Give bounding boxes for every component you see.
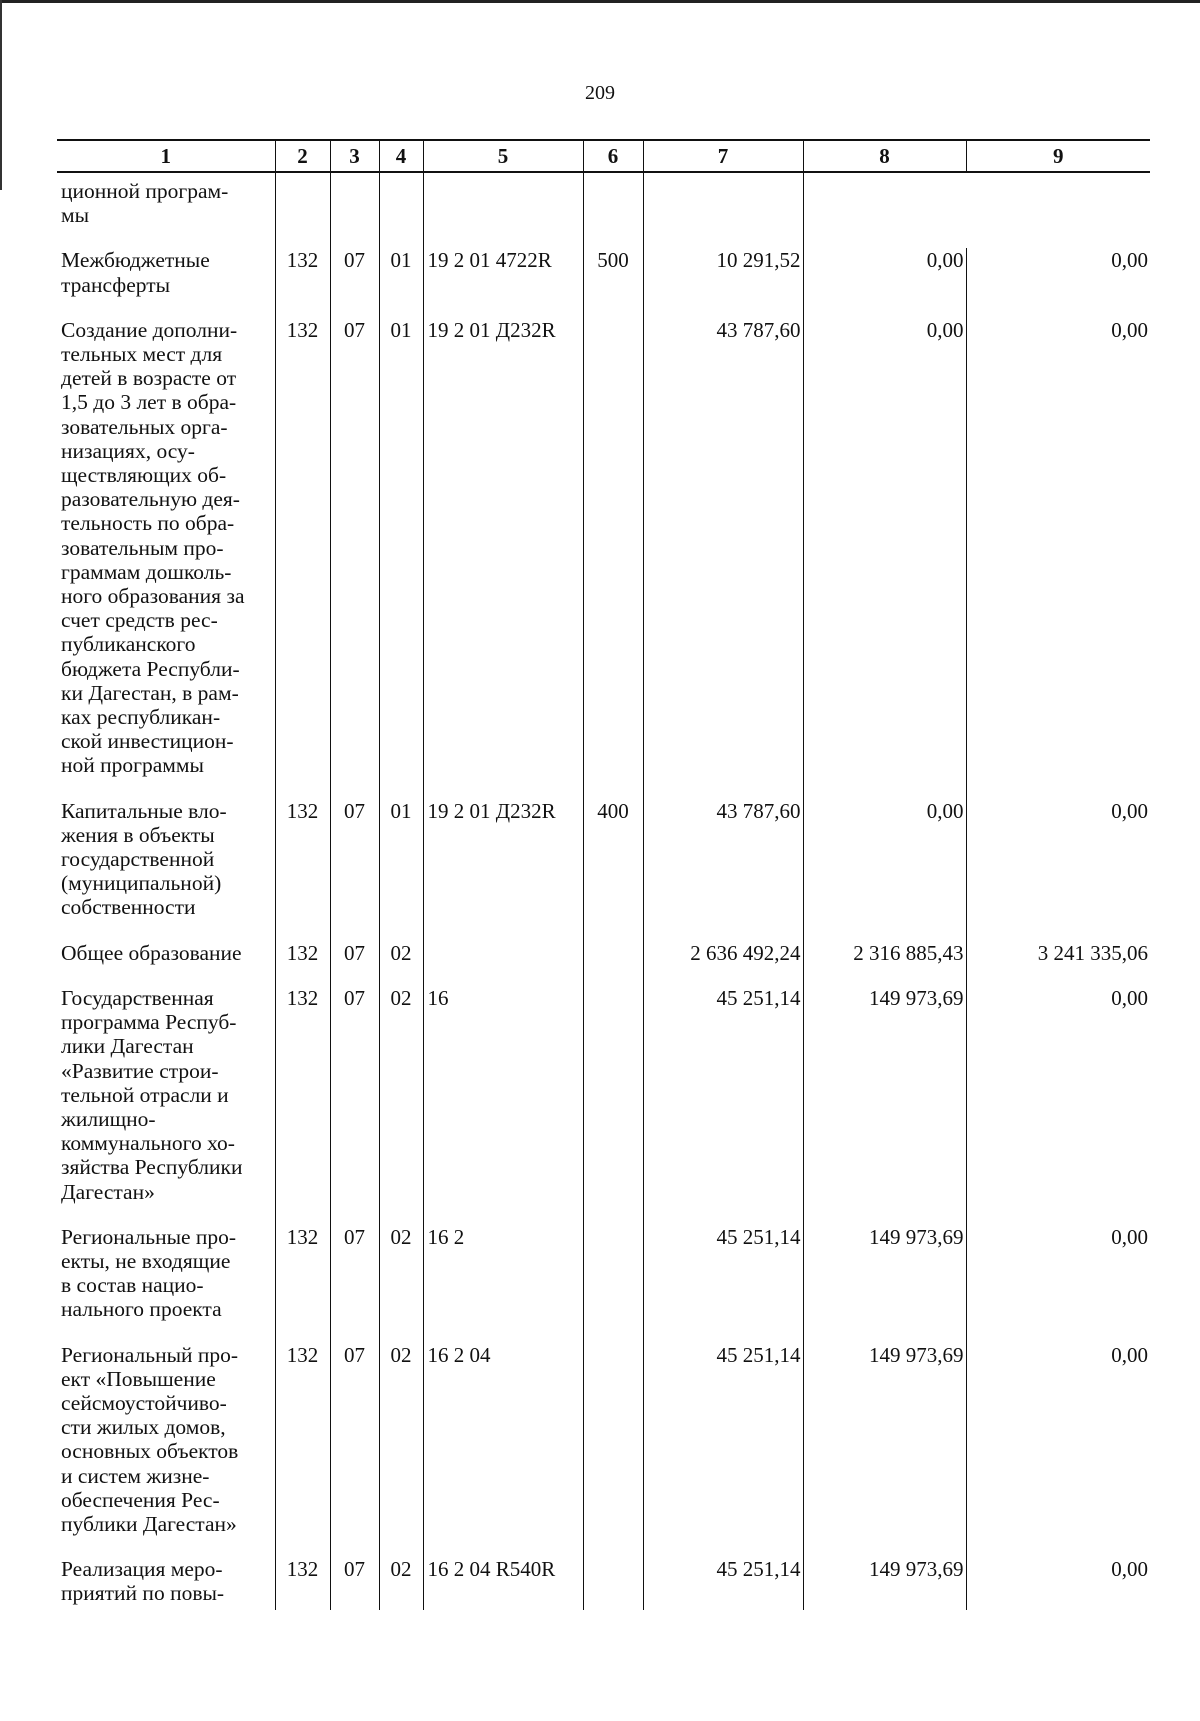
row-section-code: 07 xyxy=(330,986,379,1225)
scan-edge-top xyxy=(0,0,1200,3)
header-col-1: 1 xyxy=(57,140,275,172)
table-row xyxy=(57,941,1150,986)
row-target-article: 16 2 xyxy=(423,1225,583,1343)
row-ministry-code: 132 xyxy=(275,986,330,1225)
table-row xyxy=(57,1557,1150,1609)
header-col-6: 6 xyxy=(583,140,643,172)
header-col-9: 9 xyxy=(966,140,1150,172)
row-description: Реализация меро- приятий по повы- xyxy=(61,1557,225,1606)
row-section-code: 07 xyxy=(330,1225,379,1343)
row-amount-col7: 45 251,14 xyxy=(643,986,803,1225)
row-amount-col8: 2 316 885,43 xyxy=(803,941,966,986)
row-amount-col7: 43 787,60 xyxy=(643,318,803,799)
row-subsection-code: 02 xyxy=(379,941,423,986)
row-section-code: 07 xyxy=(330,799,379,941)
row-target-article: 19 2 01 Д232R xyxy=(423,318,583,799)
row-subsection-code: 01 xyxy=(379,318,423,799)
row-subsection-code: 01 xyxy=(379,799,423,941)
row-expense-type xyxy=(583,986,643,1225)
row-section-code: 07 xyxy=(330,248,379,317)
row-amount-col7: 45 251,14 xyxy=(643,1225,803,1343)
header-col-3: 3 xyxy=(330,140,379,172)
header-col-4: 4 xyxy=(379,140,423,172)
row-description: Межбюджетные трансферты xyxy=(61,248,210,297)
row-amount-col8: 0,00 xyxy=(803,318,966,799)
row-description: Региональные про- екты, не входящие в состав нацио- нального проекта xyxy=(61,1224,237,1322)
row-ministry-code: 132 xyxy=(275,248,330,317)
row-amount-col9: 0,00 xyxy=(966,1225,1150,1343)
row-amount-col9: 0,00 xyxy=(966,318,1150,799)
row-ministry-code: 132 xyxy=(275,318,330,799)
row-subsection-code: 01 xyxy=(379,248,423,317)
header-col-8: 8 xyxy=(803,140,966,172)
row-expense-type xyxy=(583,1343,643,1558)
row-ministry-code: 132 xyxy=(275,799,330,941)
row-subsection-code: 02 xyxy=(379,1225,423,1343)
row-description: ционной програм- мы xyxy=(61,179,229,228)
row-amount-col7: 2 636 492,24 xyxy=(643,941,803,986)
row-subsection-code xyxy=(379,172,423,248)
row-expense-type xyxy=(583,172,643,248)
table-row xyxy=(57,318,1150,799)
table-body xyxy=(57,172,1150,1610)
row-ministry-code: 132 xyxy=(275,1557,330,1609)
row-amount-col9: 3 241 335,06 xyxy=(966,941,1150,986)
row-amount-col7: 43 787,60 xyxy=(643,799,803,941)
row-amount-col8: 149 973,69 xyxy=(803,986,966,1225)
row-amount-col8: 149 973,69 xyxy=(803,1343,966,1558)
row-amount-col9: 0,00 xyxy=(966,799,1150,941)
header-col-7: 7 xyxy=(643,140,803,172)
row-section-code: 07 xyxy=(330,318,379,799)
row-amount-col8 xyxy=(803,172,966,248)
row-amount-col8: 0,00 xyxy=(803,248,966,317)
row-target-article: 19 2 01 Д232R xyxy=(423,799,583,941)
table-row xyxy=(57,799,1150,941)
row-amount-col7 xyxy=(643,172,803,248)
row-amount-col9: 0,00 xyxy=(966,248,1150,317)
row-section-code: 07 xyxy=(330,1343,379,1558)
row-expense-type xyxy=(583,1557,643,1609)
row-amount-col8: 149 973,69 xyxy=(803,1557,966,1609)
row-amount-col8: 149 973,69 xyxy=(803,1225,966,1343)
table-row xyxy=(57,986,1150,1225)
row-amount-col9: 0,00 xyxy=(966,986,1150,1225)
row-amount-col7: 10 291,52 xyxy=(643,248,803,317)
table-row xyxy=(57,1225,1150,1343)
row-ministry-code: 132 xyxy=(275,1343,330,1558)
budget-table xyxy=(57,139,1150,1610)
table-header xyxy=(57,140,1150,172)
header-col-5: 5 xyxy=(423,140,583,172)
header-col-2: 2 xyxy=(275,140,330,172)
row-amount-col7: 45 251,14 xyxy=(643,1557,803,1609)
row-target-article: 16 xyxy=(423,986,583,1225)
row-description: Государственная программа Респуб- лики Дагестан «Развитие строи- тельной отрасли и жилищно- коммунального хо- зяйства Республики Дагестан» xyxy=(61,985,243,1204)
row-expense-type xyxy=(583,941,643,986)
row-ministry-code xyxy=(275,172,330,248)
row-expense-type: 400 xyxy=(583,799,643,941)
row-expense-type xyxy=(583,1225,643,1343)
table-row xyxy=(57,172,1150,248)
row-expense-type xyxy=(583,318,643,799)
row-description: Общее образование xyxy=(61,940,242,965)
row-description: Региональный про- ект «Повышение сейсмоустойчиво- сти жилых домов, основных объектов и систем жизне- обеспечения Рес- публики Дагестан» xyxy=(61,1342,239,1536)
row-ministry-code: 132 xyxy=(275,1225,330,1343)
row-target-article xyxy=(423,172,583,248)
row-description: Капитальные вло- жения в объекты государственной (муниципальной) собственности xyxy=(61,798,227,920)
header-row xyxy=(57,140,1150,172)
row-section-code: 07 xyxy=(330,1557,379,1609)
row-target-article xyxy=(423,941,583,986)
page-number: 209 xyxy=(585,82,615,104)
row-target-article: 16 2 04 R540R xyxy=(423,1557,583,1609)
row-target-article: 16 2 04 xyxy=(423,1343,583,1558)
row-target-article: 19 2 01 4722R xyxy=(423,248,583,317)
row-amount-col9: 0,00 xyxy=(966,1343,1150,1558)
row-amount-col9 xyxy=(966,172,1150,248)
row-amount-col7: 45 251,14 xyxy=(643,1343,803,1558)
row-section-code xyxy=(330,172,379,248)
row-amount-col9: 0,00 xyxy=(966,1557,1150,1609)
row-expense-type: 500 xyxy=(583,248,643,317)
row-subsection-code: 02 xyxy=(379,1343,423,1558)
row-description: Создание дополни- тельных мест для детей в возрасте от 1,5 до 3 лет в обра- зовательных орга- низациях, осу- ществляющих об- разовательную дея- тельность по обра- зовательным про- граммам дошколь- ного образования за счет средств рес- публиканского бюджета Республи- ки Дагестан, в рам- ках республикан- ской инвестицион- ной программы xyxy=(61,317,245,778)
table-row xyxy=(57,248,1150,317)
row-ministry-code: 132 xyxy=(275,941,330,986)
table-row xyxy=(57,1343,1150,1558)
row-section-code: 07 xyxy=(330,941,379,986)
row-amount-col8: 0,00 xyxy=(803,799,966,941)
row-subsection-code: 02 xyxy=(379,986,423,1225)
row-subsection-code: 02 xyxy=(379,1557,423,1609)
